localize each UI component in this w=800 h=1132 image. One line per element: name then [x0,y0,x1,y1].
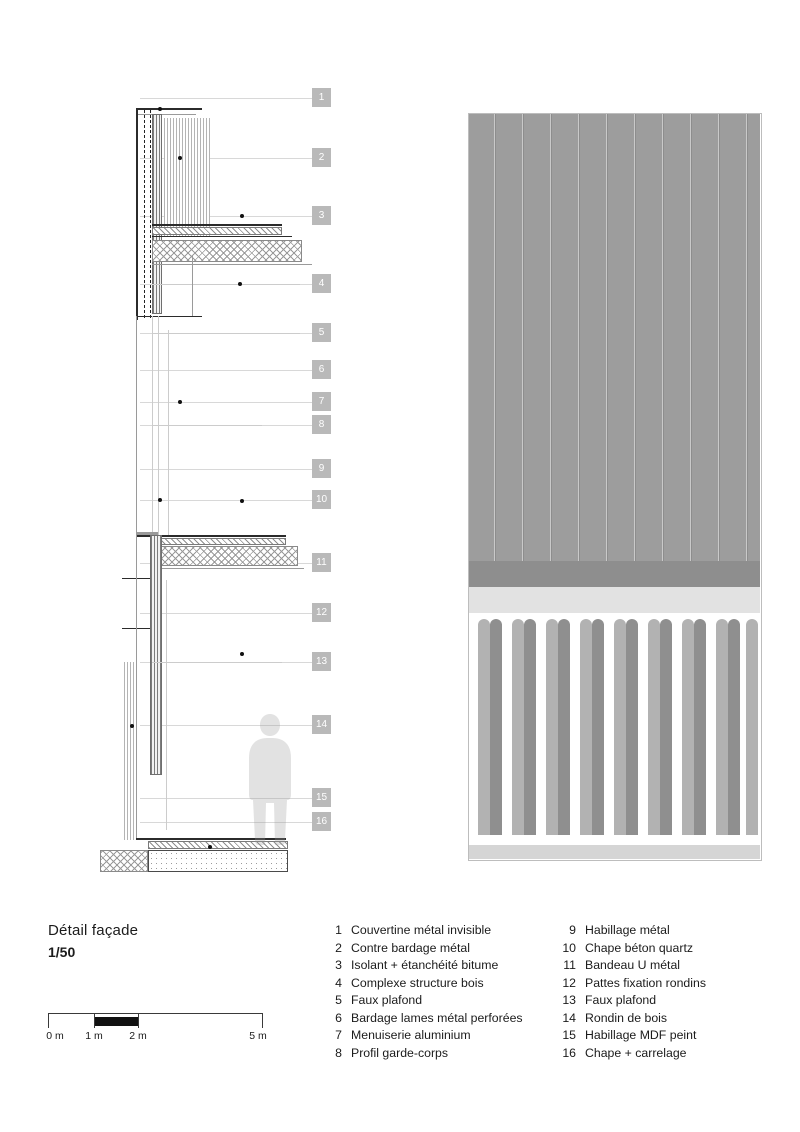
callout-chip-5: 5 [312,323,331,342]
wood-log [660,619,672,835]
legend-number: 13 [562,993,576,1007]
legend-text: Couvertine métal invisible [351,923,492,937]
mdf-lining-line [166,580,167,830]
wood-log [626,619,638,835]
scale-bar-filled-segment [95,1017,138,1026]
waterproofing-dashed-line [144,110,145,318]
legend-number: 9 [569,923,576,937]
legend-item [554,1027,760,1045]
legend-number: 5 [335,993,342,1007]
metal-u-band-elevation [468,561,760,587]
wood-log [478,619,490,835]
legend-number: 4 [335,975,342,990]
legend-item [320,922,526,940]
callout-chip-15: 15 [312,788,331,807]
insulation-dashed-line [150,110,151,318]
false-ceiling-line-upper [152,284,300,285]
legend-number: 2 [335,940,342,955]
roof-insulation-layer [152,227,282,235]
legend-item [320,957,526,975]
glazing-head-line [152,333,300,334]
legend-number: 7 [335,1028,342,1042]
legend-text: Habillage métal [585,923,670,937]
legend-number: 10 [562,940,576,955]
legend-item [554,1045,760,1063]
annotation-node [238,282,242,286]
legend-text: Profil garde-corps [351,1045,449,1060]
legend-text: Bandeau U métal [585,958,681,972]
legend-column-left [320,922,526,1062]
facade-mullion-outer [136,316,137,538]
callout-chip-3: 3 [312,206,331,225]
legend-text: Isolant + étanchéité bitume [351,958,499,972]
callout-chip-16: 16 [312,812,331,831]
wood-log [580,619,592,835]
guardrail-profile-line [152,425,262,426]
callout-chip-14: 14 [312,715,331,734]
foundation-fill [100,850,148,872]
callout-chip-12: 12 [312,603,331,622]
legend-text: Chape + carrelage [585,1045,687,1060]
callout-chip-13: 13 [312,652,331,671]
callout-chip-4: 4 [312,274,331,293]
drawing-title: Détail façade [48,922,139,939]
wood-log [716,619,728,835]
callout-chip-1: 1 [312,88,331,107]
scale-bar [46,1013,267,1046]
legend-text: Habillage MDF peint [585,1028,697,1042]
legend-number: 1 [335,923,342,937]
legend-item [554,940,760,958]
wood-log [490,619,502,835]
annotation-node [240,214,244,218]
callout-chip-7: 7 [312,392,331,411]
legend-text: Chape béton quartz [585,940,694,955]
annotation-node [158,498,162,502]
parapet-base-line [136,316,202,317]
leader-line [140,613,326,614]
legend-item [320,992,526,1010]
annotation-node [158,107,162,111]
wood-log [546,619,558,835]
legend-item [554,922,760,940]
facade-section-drawing [40,80,400,900]
roof-membrane-line [152,236,292,237]
legend-item [554,992,760,1010]
callout-chip-11: 11 [312,553,331,572]
legend-text: Faux plafond [585,993,657,1007]
leader-line [140,98,326,99]
legend-column-right [554,922,760,1062]
legend-item [554,957,760,975]
metal-cladding-panel-area [468,113,760,561]
annotation-node [130,724,134,728]
legend-item [554,1010,760,1028]
callout-chip-6: 6 [312,360,331,379]
wood-log [648,619,660,835]
legend-text: Pattes fixation rondins [585,975,706,990]
annotation-node [240,652,244,656]
legend [320,922,770,1062]
scale-label-3: 5 m [249,1030,267,1042]
elevation-base-plinth [468,845,760,859]
legend-item [554,975,760,993]
ceiling-return-upright [192,256,193,316]
wood-log [694,619,706,835]
scale-tick [138,1014,139,1028]
legend-text: Rondin de bois [585,1010,668,1025]
false-ceiling-line-lower [152,662,282,663]
parapet-cap-line [136,114,196,115]
scale-bar-labels [46,1030,267,1046]
drawing-scale: 1/50 [48,944,76,960]
wood-log [728,619,740,835]
floor-soffit-line [152,568,304,569]
callout-chip-8: 8 [312,415,331,434]
legend-number: 3 [335,958,342,972]
title-block [48,922,308,960]
legend-number: 15 [562,1028,576,1042]
callout-chip-10: 10 [312,490,331,509]
wood-log [614,619,626,835]
annotation-node [208,845,212,849]
quartz-concrete-screed [152,538,286,545]
legend-number: 8 [335,1045,342,1060]
legend-item [320,1027,526,1045]
callout-chip-9: 9 [312,459,331,478]
legend-text: Faux plafond [351,993,423,1007]
lower-wall-outer-line [136,535,137,840]
human-scale-figure [240,712,300,897]
annotation-node [178,156,182,160]
legend-text: Menuiserie aluminium [351,1028,471,1042]
parapet-inner-upright [136,108,138,320]
callout-chip-2: 2 [312,148,331,167]
scale-label-0: 0 m [46,1030,64,1042]
wood-log-screen-area [468,613,760,845]
facade-glazing-inner-line [152,316,153,538]
annotation-node [178,400,182,404]
legend-item [320,940,526,958]
legend-number: 6 [335,1010,342,1025]
wood-log [512,619,524,835]
legend-text: Complexe structure bois [351,975,484,990]
legend-item [320,1010,526,1028]
perforated-metal-louvre-line [168,330,169,535]
legend-number: 14 [562,1010,576,1025]
scale-bar-ticks [48,1013,263,1028]
wood-log [682,619,694,835]
wood-log [746,619,758,835]
legend-number: 12 [562,975,576,990]
counter-cladding-metal [164,118,210,236]
scale-label-1: 1 m [85,1030,103,1042]
wood-log [524,619,536,835]
timber-structure-complex [152,240,302,262]
legend-number: 11 [563,958,576,972]
wood-log-cladding [124,662,134,840]
facade-elevation-drawing [468,113,760,863]
wood-log [558,619,570,835]
roof-soffit-line [152,264,312,265]
legend-text: Bardage lames métal perforées [351,1010,523,1025]
scale-label-2: 2 m [129,1030,147,1042]
wood-log [592,619,604,835]
lower-wall-insulation [150,535,162,775]
legend-item [320,1045,526,1063]
legend-number: 16 [562,1045,576,1060]
facade-glazing-outer-line [158,316,159,538]
annotation-node [240,499,244,503]
legend-item [320,975,526,993]
light-band-elevation [468,587,760,613]
roof-deck-line [152,224,282,226]
floor-structure-complex [152,546,298,566]
parapet-top-line [136,108,202,110]
legend-text: Contre bardage métal [351,940,470,955]
